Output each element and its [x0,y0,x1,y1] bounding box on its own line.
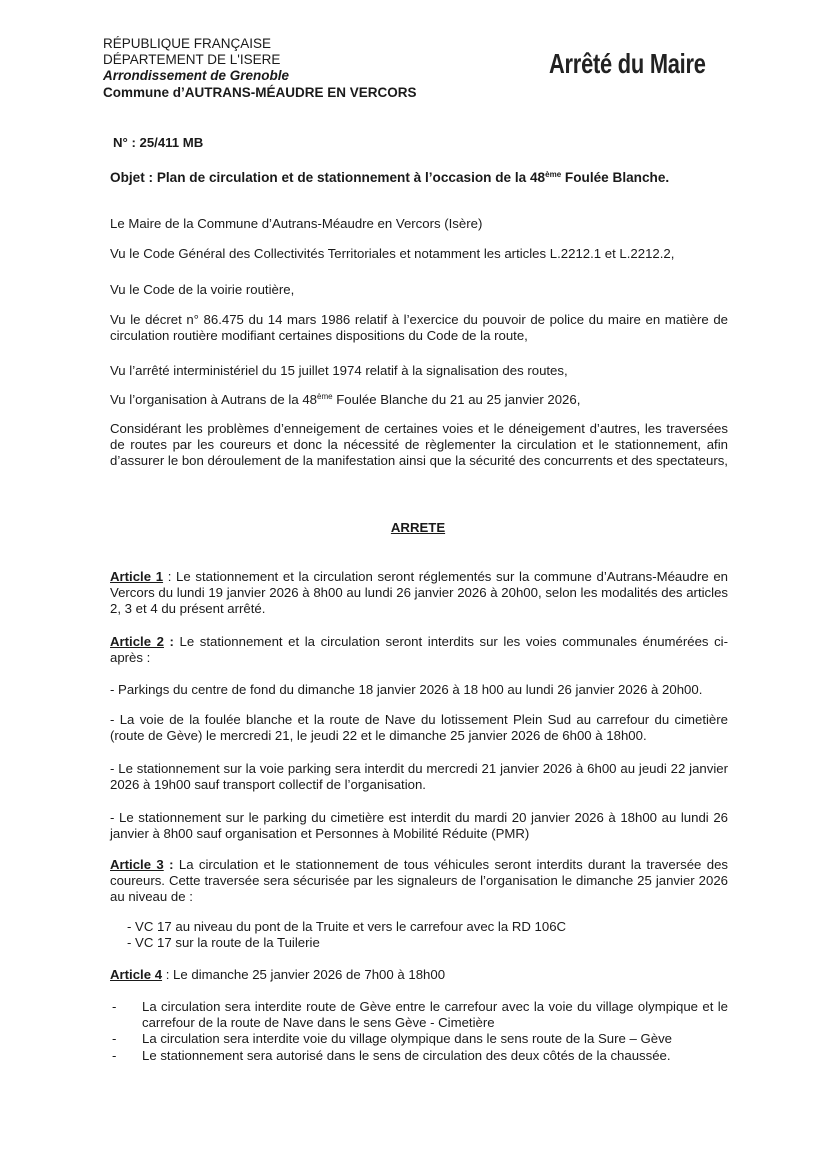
header-commune: Commune d’AUTRANS-MÉAUDRE EN VERCORS [103,85,417,100]
vu-organisation-text: Vu l’organisation à Autrans de la 48 [110,392,317,407]
article-1 [110,569,728,618]
article-2-sep: : [163,634,174,649]
article-4-item-text: La circulation sera interdite voie du village olympique dans le sens route de la Sure – Gève [142,1031,673,1047]
objet-text: Objet : Plan de circulation et de stationnement à l’occasion de la 48 [110,170,546,185]
article-2-item: - Parkings du centre de fond du dimanche 18 janvier 2026 à 18 h00 au lundi 26 janvier 2026 à 20h00. [110,682,703,697]
vu-code-voirie: Vu le Code de la voirie routière, [110,282,295,297]
article-1-label: Article 1 [110,569,164,584]
article-2-label: Article 2 [110,634,164,649]
article-3-item: - VC 17 au niveau du pont de la Truite et vers le carrefour avec la RD 106C [127,919,567,934]
arrete-heading: ARRETE [390,520,446,535]
header-departement: DÉPARTEMENT DE L'ISERE [103,52,281,67]
vu-arrete: Vu l’arrêté interministériel du 15 juillet 1974 relatif à la signalisation des routes, [110,363,568,378]
document-title: Arrêté du Maire [549,48,706,79]
vu-cgct: Vu le Code Général des Collectivités Territoriales et notamment les articles L.2212.1 et L.2212.2, [110,246,675,261]
objet-line [110,170,669,185]
article-3-item: - VC 17 sur la route de la Tuilerie [127,935,320,950]
bullet: - [112,1047,117,1063]
objet-text-end: Foulée Blanche. [561,170,670,185]
article-2-item: - La voie de la foulée blanche et la route de Nave du lotissement Plein Sud au carrefour du cimetière (route de Gève) le mercredi 21, le jeudi 22 et le dimanche 25 janvier 2026 de 6h00 à 18h00. [110,712,728,744]
article-4 [110,967,728,983]
objet-sup: ème [545,170,562,179]
article-2-item: - Le stationnement sur le parking du cimetière est interdit du mardi 20 janvier 2026 à 18h00 au lundi 26 janvier à 8h00 sauf organisation et Personnes à Mobilité Réduite (PMR) [110,810,728,842]
vu-organisation-text-end: Foulée Blanche du 21 au 25 janvier 2026, [332,392,581,407]
vu-decret: Vu le décret n° 86.475 du 14 mars 1986 relatif à l’exercice du pouvoir de police du maire en matière de circulation routière modifiant certaines dispositions du Code de la route, [110,312,728,344]
article-4-item [112,999,728,1031]
article-3 [110,857,728,906]
article-4-item [112,1048,728,1064]
article-4-list [112,999,728,1064]
article-3-label: Article 3 [110,857,164,872]
bullet: - [112,1031,117,1047]
arrete-number: N° : 25/411 MB [113,135,204,150]
article-4-label: Article 4 [110,967,163,982]
bullet: - [112,999,117,1014]
vu-organisation [110,392,728,408]
article-2 [110,634,728,666]
article-1-text: : Le stationnement et la circulation seront réglementés sur la commune d’Autrans-Méaudre en Vercors du lundi 19 janvier 2026 à 8h00 au lundi 26 janvier 2026 à 20h00, selon les modalités des articles 2, 3 et 4 du présent arrêté. [110,569,728,617]
vu-organisation-sup: ème [317,392,333,401]
article-4-item-text: Le stationnement sera autorisé dans le sens de circulation des deux côtés de la chaussée. [142,1047,671,1063]
article-2-text: Le stationnement et la circulation seront interdits sur les voies communales énumérées ci-après : [110,634,728,666]
article-4-text: : Le dimanche 25 janvier 2026 de 7h00 à 18h00 [162,967,446,982]
article-2-item: - Le stationnement sur la voie parking sera interdit du mercredi 21 janvier 2026 à 6h00 au jeudi 22 janvier 2026 à 19h00 sauf transport collectif de l’organisation. [110,761,728,793]
header-republique: RÉPUBLIQUE FRANÇAISE [103,36,272,51]
article-3-sep: : [163,857,174,872]
article-3-text: La circulation et le stationnement de tous véhicules seront interdits durant la traversée des coureurs. Cette traversée sera sécurisée par les signaleurs de l’organisation le dimanche 25 janvier 2026 au niveau de : [110,857,729,905]
article-4-item [112,1031,728,1047]
article-4-item-text: La circulation sera interdite route de Gève entre le carrefour avec la voie du village olympique et le carrefour de la route de Nave dans le sens Gève - Cimetière [142,999,728,1031]
considerant: Considérant les problèmes d’enneigement de certaines voies et le déneigement d’autres, les traversées de routes par les coureurs et donc la nécessité de règlementer la circulation et le stationnement, afin d’assurer le bon déroulement de la manifestation ainsi que la sécurité des concurrents et des spectateurs, [110,421,728,469]
preamble-maire: Le Maire de la Commune d’Autrans-Méaudre en Vercors (Isère) [110,216,483,231]
header-arrondissement: Arrondissement de Grenoble [103,68,290,83]
